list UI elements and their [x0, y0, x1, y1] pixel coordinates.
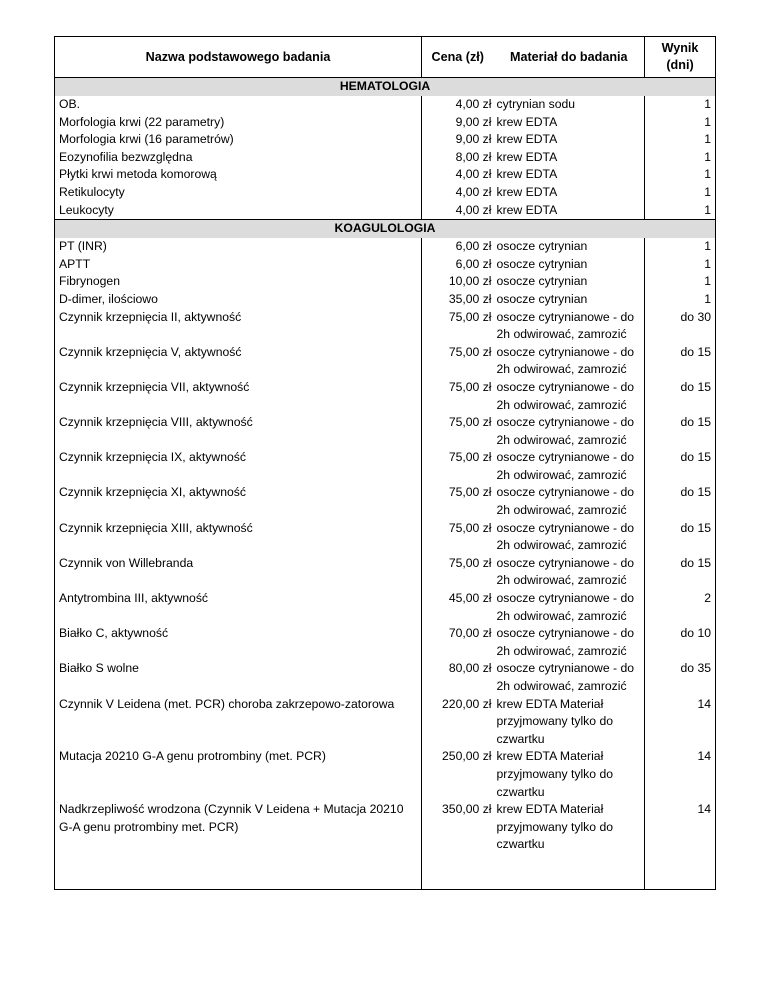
cell-name: Nadkrzepliwość wrodzona (Czynnik V Leidena + Mutacja 20210 G-A genu protrombiny met. PCR) [55, 801, 422, 890]
cell-name: Czynnik von Willebranda [55, 555, 422, 590]
cell-name: OB. [55, 96, 422, 114]
cell-material: osocze cytrynianowe - do 2h odwirować, zamrozić [496, 379, 635, 412]
table-row [55, 801, 716, 890]
cell-material: osocze cytrynian [496, 274, 588, 289]
cell-result: do 15 [645, 484, 716, 519]
cell-name: Leukocyty [55, 202, 422, 220]
cell-price: 75,00 zł [422, 344, 494, 379]
cell-material: osocze cytrynianowe - do 2h odwirować, zamrozić [496, 626, 635, 658]
section-title: HEMATOLOGIA [55, 78, 716, 97]
table-header-row [55, 37, 716, 78]
cell-material: osocze cytrynianowe - do 2h odwirować, zamrozić [496, 344, 635, 377]
cell-material: osocze cytrynianowe - do 2h odwirować, zamrozić [496, 485, 635, 518]
cell-result: 1 [645, 291, 716, 309]
cell-price: 80,00 zł [422, 660, 494, 695]
table-row [55, 202, 716, 220]
cell-material: krew EDTA Materiał przyjmowany tylko do czwartku [494, 801, 645, 890]
table-row [55, 484, 716, 519]
cell-price: 4,00 zł [422, 202, 494, 220]
table-row [55, 414, 716, 449]
cell-name: Eozynofilia bezwzględna [55, 149, 422, 167]
cell-result: do 35 [645, 660, 716, 695]
cell-material: osocze cytrynianowe - do 2h odwirować, zamrozić [496, 591, 635, 623]
table-row [55, 625, 716, 660]
cell-material: krew EDTA [496, 132, 558, 147]
cell-material: krew EDTA [496, 167, 558, 182]
cell-result: 1 [645, 202, 716, 220]
cell-result: do 15 [645, 555, 716, 590]
cell-price: 75,00 zł [422, 449, 494, 484]
cell-material: krew EDTA Materiał przyjmowany tylko do czwartku [496, 749, 614, 799]
cell-result: 14 [645, 801, 716, 890]
cell-price: 10,00 zł [422, 273, 494, 291]
cell-name: Białko S wolne [55, 660, 422, 695]
cell-name: Mutacja 20210 G-A genu protrombiny (met. PCR) [55, 748, 422, 801]
section-header [55, 78, 716, 97]
table-row [55, 184, 716, 202]
table-body [55, 78, 716, 890]
cell-material: osocze cytrynian [496, 239, 588, 254]
header-result: Wynik (dni) [645, 37, 716, 78]
table-row [55, 238, 716, 256]
cell-result: 1 [645, 238, 716, 256]
cell-material: osocze cytrynianowe - do 2h odwirować, zamrozić [496, 555, 635, 588]
cell-name: Czynnik krzepnięcia VIII, aktywność [55, 414, 422, 449]
cell-result: 2 [645, 590, 716, 625]
cell-result: 1 [645, 149, 716, 167]
table-row [55, 520, 716, 555]
cell-price: 45,00 zł [422, 590, 494, 625]
cell-price: 6,00 zł [422, 238, 494, 256]
cell-name: Czynnik krzepnięcia IX, aktywność [55, 449, 422, 484]
cell-material: krew EDTA [496, 202, 558, 217]
cell-result: do 15 [645, 449, 716, 484]
table-row [55, 114, 716, 132]
cell-result: 1 [645, 184, 716, 202]
cell-price: 75,00 zł [422, 379, 494, 414]
section-header [55, 220, 716, 239]
cell-price: 4,00 zł [422, 184, 494, 202]
price-list-table [54, 36, 716, 890]
cell-result: do 15 [645, 520, 716, 555]
cell-name: Retikulocyty [55, 184, 422, 202]
cell-result: 14 [645, 748, 716, 801]
cell-material: krew EDTA [496, 114, 558, 129]
cell-name: Czynnik V Leidena (met. PCR) choroba zakrzepowo-zatorowa [55, 696, 422, 749]
cell-name: Czynnik krzepnięcia V, aktywność [55, 344, 422, 379]
cell-material: osocze cytrynian [496, 256, 588, 271]
table-row [55, 379, 716, 414]
cell-price: 75,00 zł [422, 484, 494, 519]
cell-price: 4,00 zł [422, 166, 494, 184]
table-row [55, 696, 716, 749]
cell-material: krew EDTA Materiał przyjmowany tylko do czwartku [496, 696, 614, 746]
cell-name: Morfologia krwi (16 parametrów) [55, 131, 422, 149]
cell-name: Czynnik krzepnięcia XI, aktywność [55, 484, 422, 519]
header-material: Materiał do badania [494, 37, 645, 78]
cell-price: 75,00 zł [422, 520, 494, 555]
table-row [55, 590, 716, 625]
cell-material: osocze cytrynianowe - do 2h odwirować, zamrozić [496, 309, 635, 342]
table-row [55, 256, 716, 274]
table-row [55, 166, 716, 184]
cell-price: 35,00 zł [422, 291, 494, 309]
table-row [55, 149, 716, 167]
cell-price: 75,00 zł [422, 555, 494, 590]
cell-name: Czynnik krzepnięcia II, aktywność [55, 309, 422, 344]
cell-name: Morfologia krwi (22 parametry) [55, 114, 422, 132]
cell-price: 4,00 zł [422, 96, 494, 114]
table-row [55, 555, 716, 590]
cell-result: 1 [645, 131, 716, 149]
cell-result: do 30 [645, 309, 716, 344]
cell-price: 75,00 zł [422, 309, 494, 344]
cell-material: osocze cytrynianowe - do 2h odwirować, zamrozić [496, 661, 635, 693]
table-row [55, 748, 716, 801]
cell-material: osocze cytrynianowe - do 2h odwirować, zamrozić [496, 520, 635, 553]
table-row [55, 309, 716, 344]
cell-name: Białko C, aktywność [55, 625, 422, 660]
cell-price: 70,00 zł [422, 625, 494, 660]
table-row [55, 131, 716, 149]
table-row [55, 660, 716, 695]
cell-price: 9,00 zł [422, 114, 494, 132]
cell-result: 1 [645, 166, 716, 184]
cell-price: 250,00 zł [422, 748, 494, 801]
cell-name: Fibrynogen [55, 273, 422, 291]
section-title: KOAGULOLOGIA [55, 220, 716, 239]
table-row [55, 291, 716, 309]
cell-material: osocze cytrynian [496, 291, 588, 306]
cell-result: 1 [645, 273, 716, 291]
cell-name: Czynnik krzepnięcia VII, aktywność [55, 379, 422, 414]
cell-result: do 15 [645, 344, 716, 379]
cell-name: Antytrombina III, aktywność [55, 590, 422, 625]
cell-result: 14 [645, 696, 716, 749]
cell-result: 1 [645, 256, 716, 274]
cell-result: 1 [645, 114, 716, 132]
cell-name: Płytki krwi metoda komorową [55, 166, 422, 184]
table-row [55, 449, 716, 484]
table-row [55, 273, 716, 291]
cell-name: Czynnik krzepnięcia XIII, aktywność [55, 520, 422, 555]
cell-result: do 15 [645, 379, 716, 414]
cell-price: 9,00 zł [422, 131, 494, 149]
cell-price: 6,00 zł [422, 256, 494, 274]
header-name: Nazwa podstawowego badania [55, 37, 422, 78]
cell-result: do 10 [645, 625, 716, 660]
cell-material: osocze cytrynianowe - do 2h odwirować, zamrozić [496, 450, 635, 482]
header-price: Cena (zł) [422, 37, 494, 78]
cell-result: do 15 [645, 414, 716, 449]
cell-material: krew EDTA [496, 184, 558, 199]
table-row [55, 344, 716, 379]
table-row [55, 96, 716, 114]
cell-material: krew EDTA [496, 149, 558, 164]
cell-price: 8,00 zł [422, 149, 494, 167]
cell-name: APTT [55, 256, 422, 274]
cell-material: osocze cytrynianowe - do 2h odwirować, zamrozić [496, 415, 635, 447]
cell-price: 75,00 zł [422, 414, 494, 449]
cell-result: 1 [645, 96, 716, 114]
cell-name: PT (INR) [55, 238, 422, 256]
cell-material: cytrynian sodu [496, 97, 576, 111]
cell-name: D-dimer, ilościowo [55, 291, 422, 309]
cell-price: 350,00 zł [422, 801, 494, 890]
cell-price: 220,00 zł [422, 696, 494, 749]
